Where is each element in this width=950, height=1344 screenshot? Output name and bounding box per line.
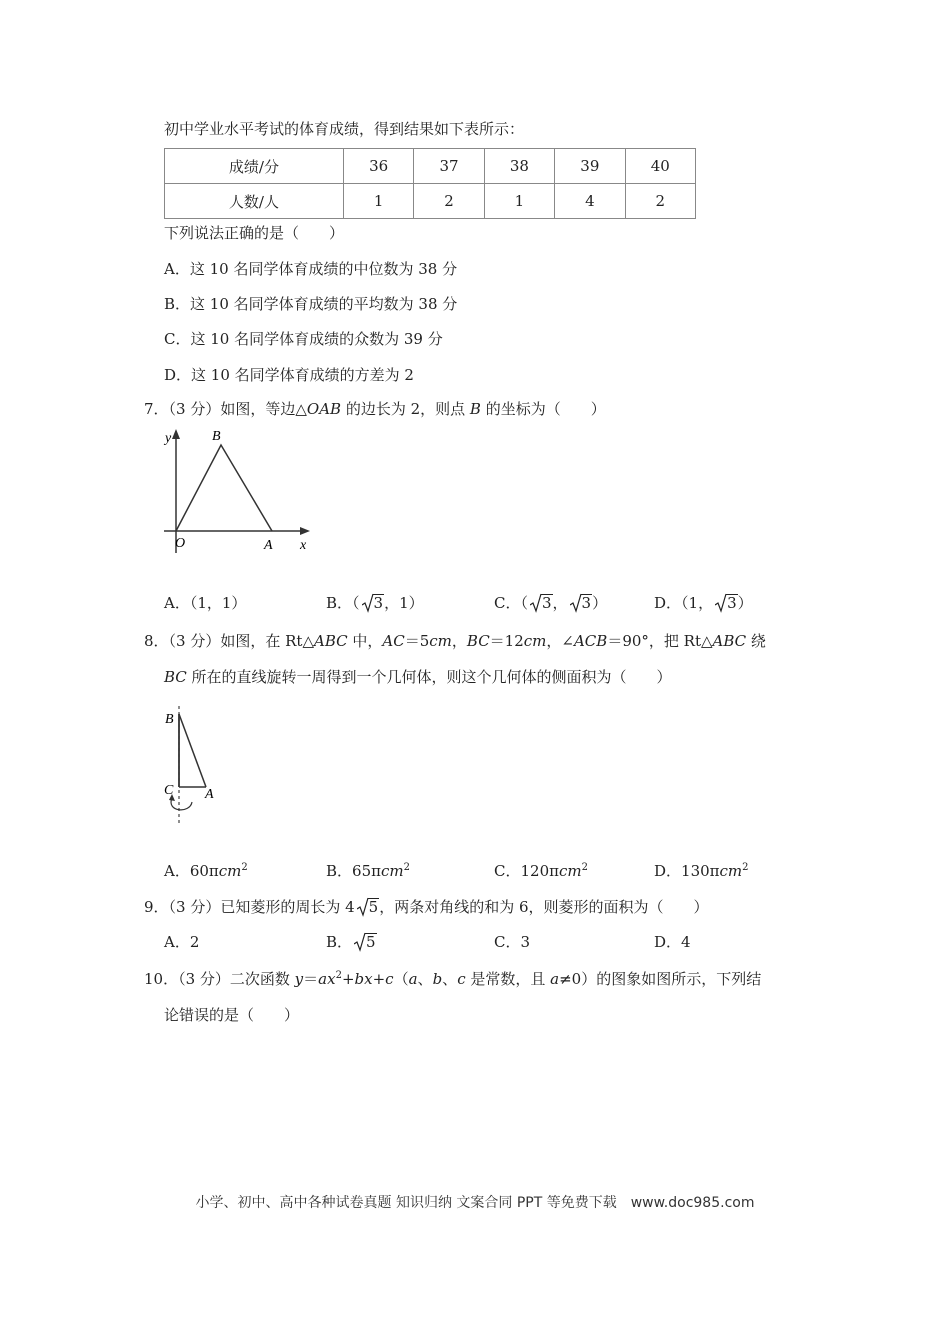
- table-cell: 37: [414, 149, 484, 184]
- point-b-label: B: [165, 712, 174, 727]
- table-cell: 2: [625, 184, 695, 219]
- q6-option-c: C．这 10 名同学体育成绩的众数为 39 分: [164, 330, 443, 348]
- q7-option-c: C．（ 3， 3）: [494, 594, 608, 612]
- q9-option-b: B． 5: [326, 933, 376, 951]
- axis-y-label: y: [165, 431, 172, 446]
- q10-line2: 论错误的是（ ）: [164, 1006, 300, 1024]
- table-row: [165, 149, 696, 184]
- score-table: [164, 148, 696, 219]
- q7-question: [144, 398, 606, 419]
- table-header-cell: 人数/人: [165, 184, 344, 219]
- q8-option-d: D．130πcm$^2$: [654, 862, 749, 880]
- intro-line: 初中学业水平考试的体育成绩，得到结果如下表所示：: [164, 120, 525, 138]
- table-cell: 38: [484, 149, 554, 184]
- table-cell: 39: [555, 149, 625, 184]
- table-cell: 2: [414, 184, 484, 219]
- q7-option-a: A．（1，1）: [164, 594, 247, 612]
- table-cell: 1: [343, 184, 413, 219]
- q8-option-b: B．65πcm$^2$: [326, 862, 410, 880]
- point-c-label: C: [164, 783, 174, 798]
- page-footer: 小学、初中、高中各种试卷真题 知识归纳 文案合同 PPT 等免费下载 www.doc985.com: [195, 1195, 755, 1211]
- q8-rotation-figure: [160, 702, 230, 830]
- q7-oab: OAB: [306, 400, 342, 418]
- q6-option-a: A．这 10 名同学体育成绩的中位数为 38 分: [164, 260, 458, 278]
- q8-option-a: A．60πcm$^2$: [164, 862, 248, 880]
- q6-prompt: 下列说法正确的是（ ）: [164, 224, 345, 242]
- q7-option-d: D．（1， 3）: [654, 594, 753, 612]
- table-cell: 1: [484, 184, 554, 219]
- table-cell: 4: [555, 184, 625, 219]
- point-o-label: O: [175, 536, 186, 551]
- q8-line1: 8．（3 分）如图，在 Rt△ABC 中，AC＝5cm，BC＝12cm，∠ACB＝90°，把 Rt△ABC 绕: [144, 632, 766, 650]
- q7-b: B: [469, 400, 481, 418]
- q9-question: 9．（3 分）已知菱形的周长为 4 5，两条对角线的和为 6，则菱形的面积为（ ）: [144, 898, 709, 916]
- q9-option-d: D．4: [654, 933, 691, 951]
- q7-text: 7．（3 分）如图，等边△: [144, 400, 307, 418]
- q6-option-b: B．这 10 名同学体育成绩的平均数为 38 分: [164, 295, 458, 313]
- q8-line2: BC 所在的直线旋转一周得到一个几何体，则这个几何体的侧面积为（ ）: [164, 668, 672, 686]
- q7-triangle-figure: [160, 425, 315, 560]
- q7-text: 的坐标为（ ）: [480, 400, 606, 418]
- axis-x-label: x: [300, 538, 307, 553]
- point-a-label: A: [205, 787, 214, 802]
- q9-option-c: C．3: [494, 933, 531, 951]
- q7-text: 的边长为 2，则点: [341, 400, 470, 418]
- q6-option-d: D．这 10 名同学体育成绩的方差为 2: [164, 366, 414, 384]
- table-cell: 40: [625, 149, 695, 184]
- point-b-label: B: [212, 429, 221, 444]
- q7-option-b: B．（ 3，1）: [326, 594, 424, 612]
- table-cell: 36: [343, 149, 413, 184]
- q8-option-c: C．120πcm$^2$: [494, 862, 588, 880]
- table-row: [165, 184, 696, 219]
- table-header-cell: 成绩/分: [165, 149, 344, 184]
- point-a-label: A: [264, 538, 273, 553]
- q9-option-a: A．2: [164, 933, 200, 951]
- q10-line1: 10．（3 分）二次函数 $y=ax^2+bx+c(a$、b、c 是常数，且 a≠0）的图象如图所示，下列结: [144, 970, 762, 988]
